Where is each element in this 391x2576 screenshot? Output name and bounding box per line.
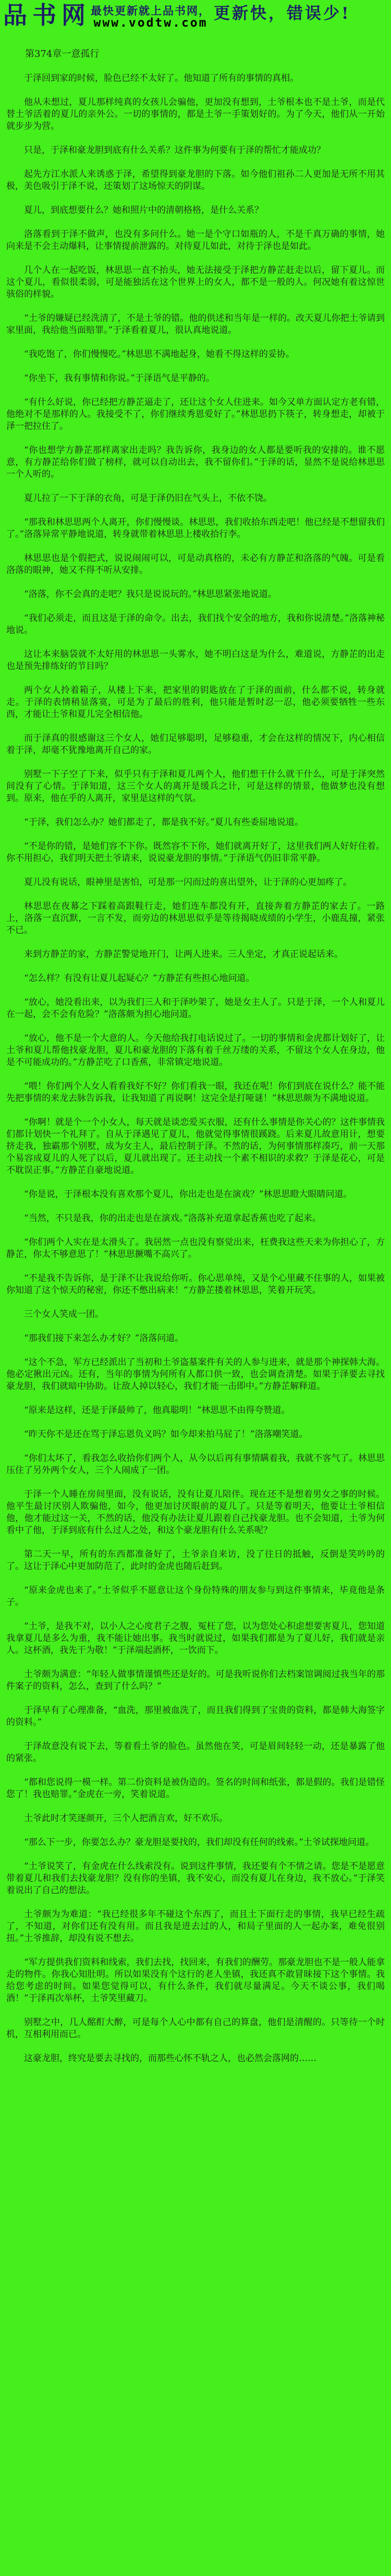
chapter-paragraph: “不是你的错，是她们容不下你。既然容不下你，她们就离开好了，这里我们两人好好住着。你不用担心，我们明天把土爷请来，说说豪龙胆的事情。”于泽语气仍旧非常平静。 [6, 841, 385, 864]
chapter-paragraph: 林思思也是个假把式，说说闹闹可以，可是动真格的，未必有方静芷和洛落的气魄。可是看洛落的眼神，她又不得不听从安排。 [6, 553, 385, 576]
chapter-paragraph: 第二天一早，所有的东西都准备好了，土爷亲自来访，没了往日的抵触，反倒是笑吟吟的了。这让于泽心中更加防范了，此时的金虎也随后赶到。 [6, 1549, 385, 1572]
chapter-paragraph: “你啊！就是个一个小女人，每天就是谈恋爱买衣服，还有什么事情是你关心的？这件事情我们都计划快一个礼拜了。自从于泽遇见了夏儿，他就觉得事情很蹊跷。后来夏儿故意用计，想要挤走我，独霸那个别墅，成为女主人，最后控制于泽。不然的话，为何事情那样凑巧，前一天那个易容成夏儿的人死了以后，夏儿就出现了。还主动找一个素不相识的求救？于泽是花心，可是不耽误正事。”方静芷自豪地说道。 [6, 1117, 385, 1176]
chapter-paragraph: “不是我不告诉你，是于泽不让我说给你听。你心思单纯，又是个心里藏不住事的人，如果被你知道了这个惊天的秘密，你还不憋出病来！”方静芷搂着林思思，笑着开玩笑。 [6, 1273, 385, 1296]
chapter-paragraph: “怎么样？有没有让夏儿起疑心？”方静芷有些担心地问道。 [24, 973, 255, 984]
chapter-paragraph: 起先方江水派人来诱惑于泽，希望得到豪龙胆的下落。如今他们祖孙二人更加是无所不用其极，美色吸引于泽不说，还策划了这场惊天的阴谋。 [6, 169, 385, 191]
site-url: www.vodtw.com [93, 16, 208, 30]
chapter-paragraph: “土爷说笑了，有金虎在什么线索没有。说到这件事情，我还要有个不情之请。您是不是愿意带着夏儿和我们去找豪龙胆？没有你的坐镇，我不安心，而没有夏儿在身边，我不放心。”于泽笑着说出了自己的想法。 [6, 1861, 385, 1896]
chapter-paragraph: “你坐下，我有事情和你说。”于泽语气是平静的。 [24, 373, 215, 384]
chapter-paragraph: “你们两个人实在是太滑头了。我居然一点也没有察觉出来，枉费我这些天来为你担心了，方静芷，你太不够意思了！”林思思撅嘴不高兴了。 [6, 1237, 385, 1260]
chapter-paragraph: 土爷颇为为难道：“我已经很多年不碰这个东西了，而且土下面行走的事情，我早已经生疏了，不知道，对你们还有没有用。而且我是进去过的人，和局子里面的人一起办案，难免很别扭。”土爷推辞，却没有说不想去。 [6, 1909, 385, 1944]
chapter-paragraph: 来到方静芷的家，方静芷警觉地开门，让两人进来。三人坐定，才真正说起话来。 [24, 949, 343, 960]
chapter-paragraph: “你们太坏了，看我怎么收拾你们两个人，从今以后再有事情瞒着我，我就不客气了。林思思压住了另外两个女人，三个人闹成了一团。 [6, 1453, 385, 1476]
chapter-title: 第374章一意孤行 [25, 49, 100, 59]
site-logo: 品书网 [3, 1, 91, 29]
chapter-paragraph: 土爷颇为满意：“年轻人做事情谨慎些还是好的。可是我听说你们去档案馆调阅过我当年的那件案子的资料，怎么，查到了什么吗？” [6, 1669, 385, 1692]
chapter-paragraph: “放心，她没看出来，以为我们三人和于泽吵架了，她是女主人了。只是于泽，一个人和夏儿在一起，会不会有危险？”洛落颇为担心地问道。 [6, 997, 385, 1020]
chapter-paragraph: 别墅一下子空了下来，似乎只有于泽和夏儿两个人，他们想干什么就干什么，可是于泽突然间没有了心情。于泽知道，这三个女人的离开是缓兵之计，可是这样的情景，他做梦也没有想到。原来，他在乎的人离开，家里是这样的气氛。 [6, 769, 385, 804]
chapter-paragraph: “昨天你不是还在骂于泽忘恩负义吗？如今却来拍马屁了！”洛落嘲笑道。 [24, 1429, 308, 1440]
chapter-paragraph: “土爷的嫌疑已经洗清了，不是土爷的错。他的供述和当年是一样的。改天夏儿你把土爷请到家里面，我给他当面赔罪。”于泽看着夏儿，很认真地说道。 [6, 313, 385, 336]
chapter-paragraph: “你也想学方静芷那样离家出走吗？我告诉你，我身边的女人都是要听我的安排的。谁不愿意，有方静芷给你们做了榜样，就可以自动出去，我不留你们。”于泽的话，显然不是说给林思思一个人听的。 [6, 445, 385, 480]
chapter-paragraph: 两个女人拎着箱子，从楼上下来，把家里的钥匙放在了于泽的面前，什么都不说，转身就走。于泽的表情稍显落寞，可是为了最后的胜利，他只能是暂时忍一忍，他必须要牺牲一些东西，才能让土爷和夏儿完全相信他。 [6, 685, 385, 720]
chapter-paragraph: 几个人在一起吃饭，林思思一直不抬头，她无法接受于泽把方静芷赶走以后，留下夏儿。而这个夏儿，看似很柔弱，可是能独活在这个世界上的女人，都不是一般的人。何况她有着这惊世骇俗的样貌。 [6, 265, 385, 299]
chapter-paragraph: 洛落看到于泽不做声，也没有多问什么。她一是个守口如瓶的人，不是千真万确的事情，她向来是不会主动爆料，让事情提前泄露的。对待夏儿如此，对待于泽也是如此。 [6, 229, 385, 251]
chapter-paragraph: 这让本来脑袋就不太好用的林思思一头雾水，她不明白这是为什么，难道说，方静芷的出走也是预先排练好的节目吗？ [6, 649, 385, 672]
chapter-paragraph: “这个不急，军方已经派出了当初和土爷盗墓案件有关的人参与进来，就是那个神探韩大海。他必定揪出元凶。还有，当年的事情为何所有人都口供一致，也会调查清楚。如果于泽要去寻找豪龙胆，我们就暗中协助。让敌人掉以轻心，我们才能一击即中。”方静芷解释道。 [6, 1357, 385, 1392]
chapter-paragraph: 这豪龙胆，终究是要去寻找的，而那些心怀不轨之人，也必然会落网的…… [24, 2053, 316, 2064]
chapter-paragraph: “都和您说得一模一样。第二份资料是被伪造的。签名的时间和纸张，都是假的。我们是错怪您了！我也赔罪。”金虎在一旁，笑着说道。 [6, 1777, 385, 1800]
chapter-content [0, 48, 391, 2065]
chapter-paragraph: “放心，他不是一个大意的人。今天他给我打电话说过了。一切的事情和金虎都计划好了，让土爷和夏儿帮他找豪龙胆，夏儿和豪龙胆的下落有着千丝万缕的关系，不留这个女人在身边，他是不可能成功的。”方静芷吃了口香蕉，非常镇定地说道。 [6, 1033, 385, 1068]
chapter-paragraph: “土爷，是我不对，以小人之心度君子之腹，冤枉了您，以为您处心积虑想要害夏儿，您知道我拿夏儿是多么为重，我不能让她出事。我当时就说过，如果我们都是为了夏儿好，我们就是亲人。这杯酒，我先干为敬！”于泽端起酒杯，一饮而下。 [6, 1621, 385, 1656]
chapter-paragraph: “原来金虎也来了。”土爷似乎不愿意让这个身份特殊的朋友参与到这件事情来，毕竟他是条子。 [6, 1585, 385, 1608]
chapter-paragraph: “于泽，我们怎么办？她们都走了，都是我不好。”夏儿有些委屈地说道。 [24, 817, 303, 828]
site-header-banner [0, 0, 391, 29]
chapter-paragraph: “当然，不只是我，你的出走也是在演戏。”洛落补充道拿起香蕉也吃了起来。 [24, 1213, 321, 1224]
chapter-paragraph: 夏儿拉了一下于泽的衣角，可是于泽仍旧在气头上，不依不饶。 [24, 493, 272, 504]
chapter-paragraph: 只是，于泽和豪龙胆到底有什么关系？这件事为何要有于泽的帮忙才能成功？ [24, 145, 325, 155]
chapter-paragraph: “那我和林思思两个人离开，你们慢慢谈。林思思，我们收拾东西走吧！他已经是不想留我们了。”洛落异常平静地说道，转身就带着林思思上楼收拾行李。 [6, 517, 385, 540]
chapter-paragraph: 别墅之中，几人酩酊大醉，可是每个人心中都有自己的算盘，他们是清醒的。只等待一个时机，互相利用而已。 [6, 2017, 385, 2040]
site-slogan: 更新快，错误少! [214, 4, 351, 23]
chapter-paragraph: “我们必须走，而且这是于泽的命令。出去，我们找个安全的地方，我和你说清楚。”洛落神秘地说。 [6, 613, 385, 636]
chapter-paragraph: 于泽早有了心理准备，“血洗，那里被血洗了，而且我们得到了宝贵的资料，都是韩大海签字的资料。” [6, 1705, 385, 1728]
chapter-paragraphs [6, 73, 385, 2065]
chapter-paragraph: 于泽回到家的时候，脸色已经不太好了。他知道了所有的事情的真相。 [24, 73, 299, 83]
chapter-paragraph: 三个女人笑成一团。 [24, 1309, 104, 1320]
chapter-paragraph: 于泽一个人睡在房间里面，没有说话，没有让夏儿陪伴。现在还不是想着男女之事的时候。他平生最讨厌别人欺骗他，如今，他更加讨厌眼前的夏儿了。只是等着明天，他要让土爷相信他，他才能过这一关，不然的话，他没有办法让夏儿跟着自己找豪龙胆。也不会知道，土爷为何看中了他，于泽到底有什么过人之处，和这个豪龙胆有什么关系呢？ [6, 1489, 385, 1536]
chapter-paragraph: 而于泽真的很感谢这三个女人，她们足够聪明，足够稳重，才会在这样的情况下，内心相信着于泽，却毫不犹豫地离开自己的家。 [6, 733, 385, 756]
chapter-paragraph: 他从未想过，夏儿那样纯真的女孩儿会骗他，更加没有想到，土爷根本也不是土爷，而是代替土爷活着的夏儿的亲外公。一切的事情的，都是土爷一手策划好的。为了今天，他们从一开始就步步为营。 [6, 97, 385, 131]
chapter-paragraph: 土爷此时才笑逐颜开，三个人把酒言欢，好不欢乐。 [24, 1813, 228, 1824]
chapter-paragraph: “有什么好说，你已经把方静芷逼走了，还让这个女人住进来。如今又单方面认定方老有错，他绝对不是那样的人。我接受不了，你们继续秀恩爱好了。”林思思扔下筷子，转身想走，却被于泽一把拉住了。 [6, 397, 385, 432]
chapter-paragraph: 夏儿，到底想要什么？她和照片中的清朝格格，是什么关系？ [24, 205, 263, 215]
site-tagline-block [91, 5, 211, 29]
chapter-paragraph: “军方提供我们资料和线索，我们去找，找回来，有我们的酬劳。那豪龙胆也不是一般人能拿走的物件。你我心知肚明。所以如果没有个这行的老人坐镇，我还真不敢冒昧接下这个事情。我给您考虑的时间。如果您觉得可以，有什么条件，我们就尽量满足。今天不谈公事，我们喝酒！”于泽再次举杯，土爷笑里藏刀。 [6, 1957, 385, 2004]
chapter-paragraph: “洛落，你不会真的走吧？我只是说说玩的。”林思思紧张地说道。 [24, 589, 277, 600]
chapter-paragraph: 夏儿没有说话，眼神里是害怕，可是那一闪而过的喜出望外，让于泽的心更加疼了。 [24, 877, 352, 888]
site-tagline: 最快更新就上品书网， [91, 4, 211, 17]
chapter-paragraph: “我吃饱了，你们慢慢吃。”林思思不满地起身，她看不得这样的妥协。 [24, 349, 295, 360]
chapter-paragraph: “原来是这样，还是于泽最帅了，他真聪明！”林思思不由得夸赞道。 [24, 1405, 290, 1416]
chapter-paragraph: “你是说，于泽根本没有喜欢那个夏儿，你出走也是在演戏？”林思思瞪大眼睛问道。 [24, 1189, 352, 1200]
chapter-paragraph: 于泽故意没有说下去，等着看土爷的脸色。虽然他在笑，可是眉间轻轻一动，还是暴露了他的紧张。 [6, 1741, 385, 1764]
chapter-paragraph: “喂！你们两个人女人看看我好不好？你们看我一眼，我还在呢！你们到底在说什么？能不能先把事情的来龙去脉告诉我，让我知道了再说啊！这完全是打哑谜！”林思思颇为不满地说道。 [6, 1081, 385, 1104]
chapter-paragraph: “那我们接下来怎么办才好？”洛落问道。 [24, 1333, 184, 1344]
chapter-paragraph: 林思思在夜幕之下踩着高跟鞋行走，她们连车都没有开，直接奔着方静芷的家去了。一路上，洛落一直沉默，一言不发，而旁边的林思思似乎是等待揭晓成绩的小学生，小鹿乱撞，紧张不已。 [6, 901, 385, 936]
chapter-paragraph: “那么下一步，你要怎么办？豪龙胆是要找的，我们却没有任何的线索。”土爷试探地问道。 [24, 1837, 374, 1848]
